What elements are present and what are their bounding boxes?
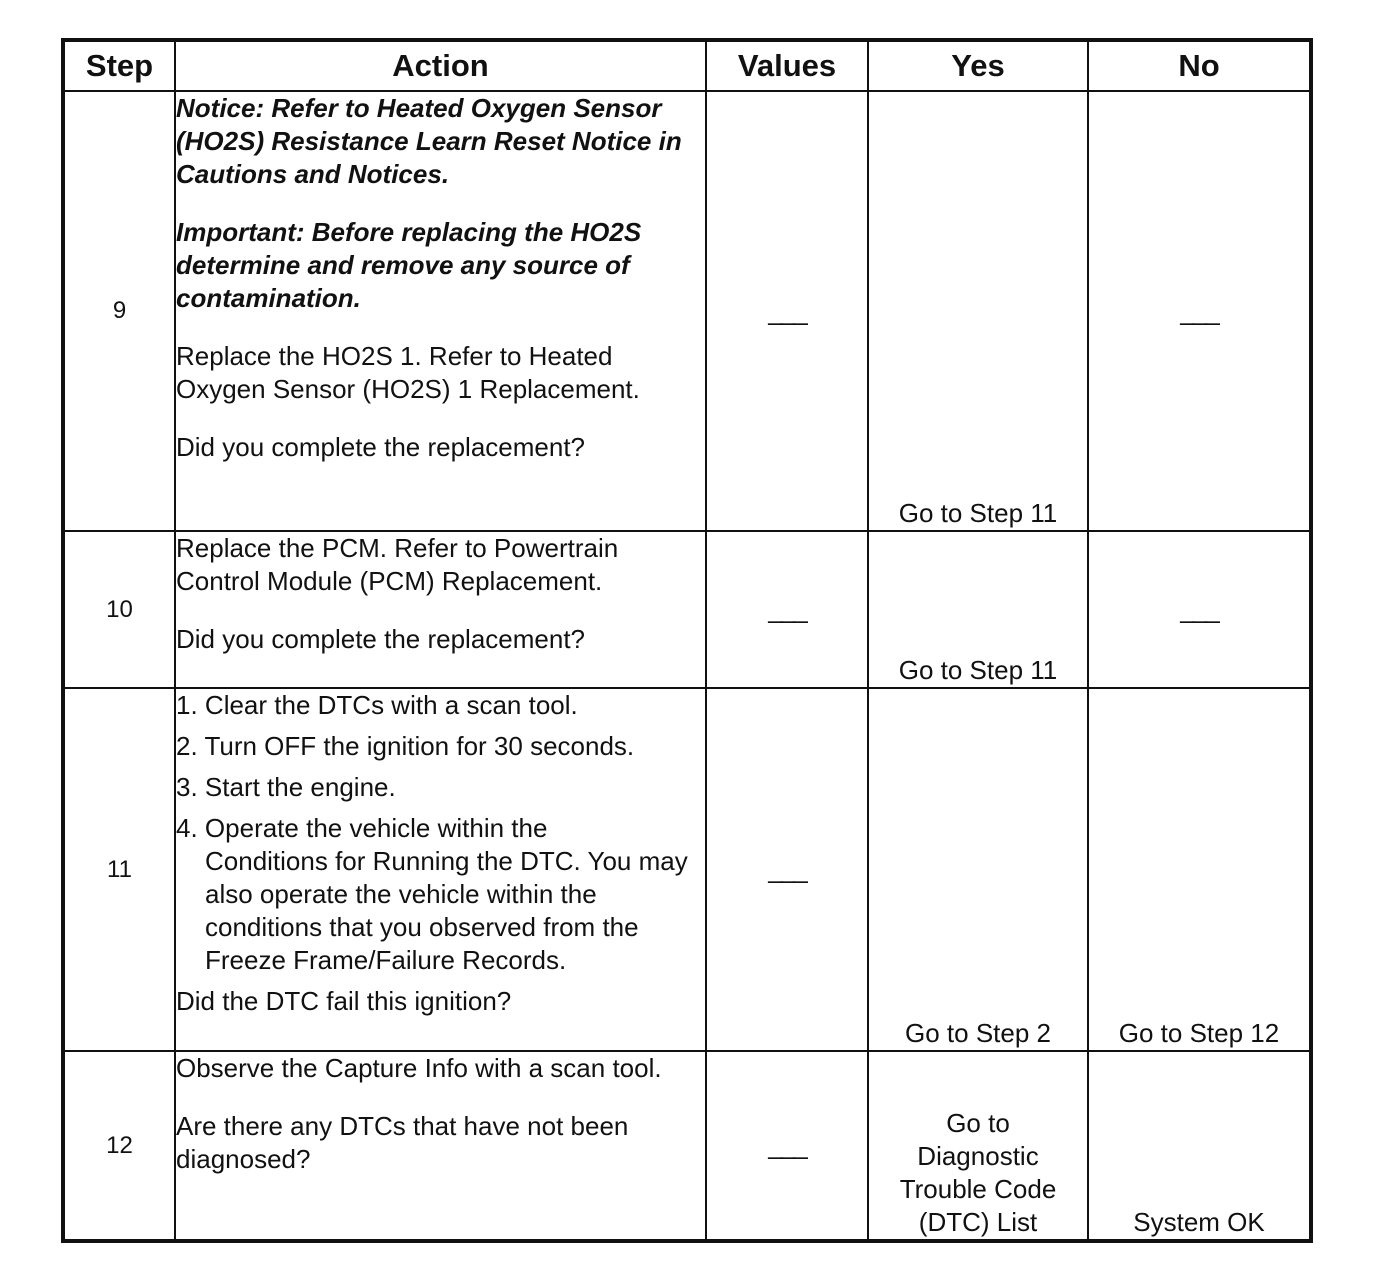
values-cell: [706, 531, 868, 688]
step-number: 11: [63, 688, 175, 1051]
no-link[interactable]: Go to Step 12: [1118, 1018, 1280, 1048]
table-row: [63, 1051, 1311, 1241]
diagnostic-table: [61, 38, 1313, 1243]
yes-link[interactable]: Go to Diagnostic Trouble Code (DTC) List: [899, 1108, 1057, 1237]
list-text: Start the engine.: [204, 772, 396, 802]
step-number: 10: [63, 531, 175, 688]
values-cell: [706, 1051, 868, 1241]
values-dash: ___: [768, 1130, 806, 1160]
table-row: [63, 688, 1311, 1051]
step-number: 9: [63, 91, 175, 531]
values-dash: ___: [768, 295, 806, 326]
notice-text: Notice: Refer to Heated Oxygen Sensor (HO2S) Resistance Learn Reset Notice in Cautions and Notices.: [176, 93, 682, 189]
yes-link[interactable]: Go to Step 11: [898, 655, 1058, 685]
table-row: [63, 91, 1311, 531]
no-cell: [1088, 688, 1311, 1051]
list-item: [176, 812, 705, 977]
list-continuation: Conditions for Running the DTC. You may also operate the vehicle within the conditions that you observed from the Freeze Frame/Failure Records.: [205, 846, 688, 975]
list-text: Clear the DTCs with a scan tool.: [204, 690, 578, 720]
no-cell: [1088, 91, 1311, 531]
question-text: Are there any DTCs that have not been diagnosed?: [176, 1111, 629, 1174]
yes-cell: [868, 531, 1088, 688]
instruction-text: Observe the Capture Info with a scan tool.: [176, 1053, 662, 1083]
no-cell: [1088, 531, 1311, 688]
values-cell: [706, 91, 868, 531]
table-row: [63, 531, 1311, 688]
list-item: [176, 730, 705, 763]
question-text: Did you complete the replacement?: [176, 432, 586, 462]
yes-cell: [868, 91, 1088, 531]
no-status: System OK: [1133, 1207, 1265, 1237]
question-text: Did you complete the replacement?: [176, 624, 586, 654]
list-number: 4.: [176, 813, 198, 843]
values-dash: ___: [768, 594, 806, 624]
list-text: Turn OFF the ignition for 30 seconds.: [204, 731, 635, 761]
header-action: Action: [175, 40, 706, 91]
instruction-text: Replace the PCM. Refer to Powertrain Control Module (PCM) Replacement.: [176, 533, 619, 596]
header-no: No: [1088, 40, 1311, 91]
list-number: 1.: [176, 690, 198, 720]
values-cell: [706, 688, 868, 1051]
list-number: 3.: [176, 772, 198, 802]
instruction-text: Replace the HO2S 1. Refer to Heated Oxygen Sensor (HO2S) 1 Replacement.: [176, 341, 640, 404]
action-cell: [175, 1051, 706, 1241]
numbered-list: [176, 689, 705, 977]
action-cell: [175, 531, 706, 688]
list-number: 2.: [176, 731, 198, 761]
header-yes: Yes: [868, 40, 1088, 91]
no-cell: [1088, 1051, 1311, 1241]
no-dash: ___: [1180, 295, 1218, 326]
yes-cell: [868, 1051, 1088, 1241]
list-item: [176, 771, 705, 804]
yes-link[interactable]: Go to Step 2: [905, 1018, 1051, 1048]
header-values: Values: [706, 40, 868, 91]
header-step: Step: [63, 40, 175, 91]
important-text: Important: Before replacing the HO2S determine and remove any source of contamination.: [176, 217, 642, 313]
list-text: Operate the vehicle within the: [204, 813, 548, 843]
yes-link[interactable]: Go to Step 11: [898, 498, 1058, 528]
list-item: [176, 689, 705, 722]
action-cell: [175, 91, 706, 531]
question-text: Did the DTC fail this ignition?: [176, 986, 512, 1016]
step-number: 12: [63, 1051, 175, 1241]
values-dash: ___: [768, 854, 806, 884]
no-dash: ___: [1180, 594, 1218, 624]
action-cell: [175, 688, 706, 1051]
yes-cell: [868, 688, 1088, 1051]
header-row: [63, 40, 1311, 91]
